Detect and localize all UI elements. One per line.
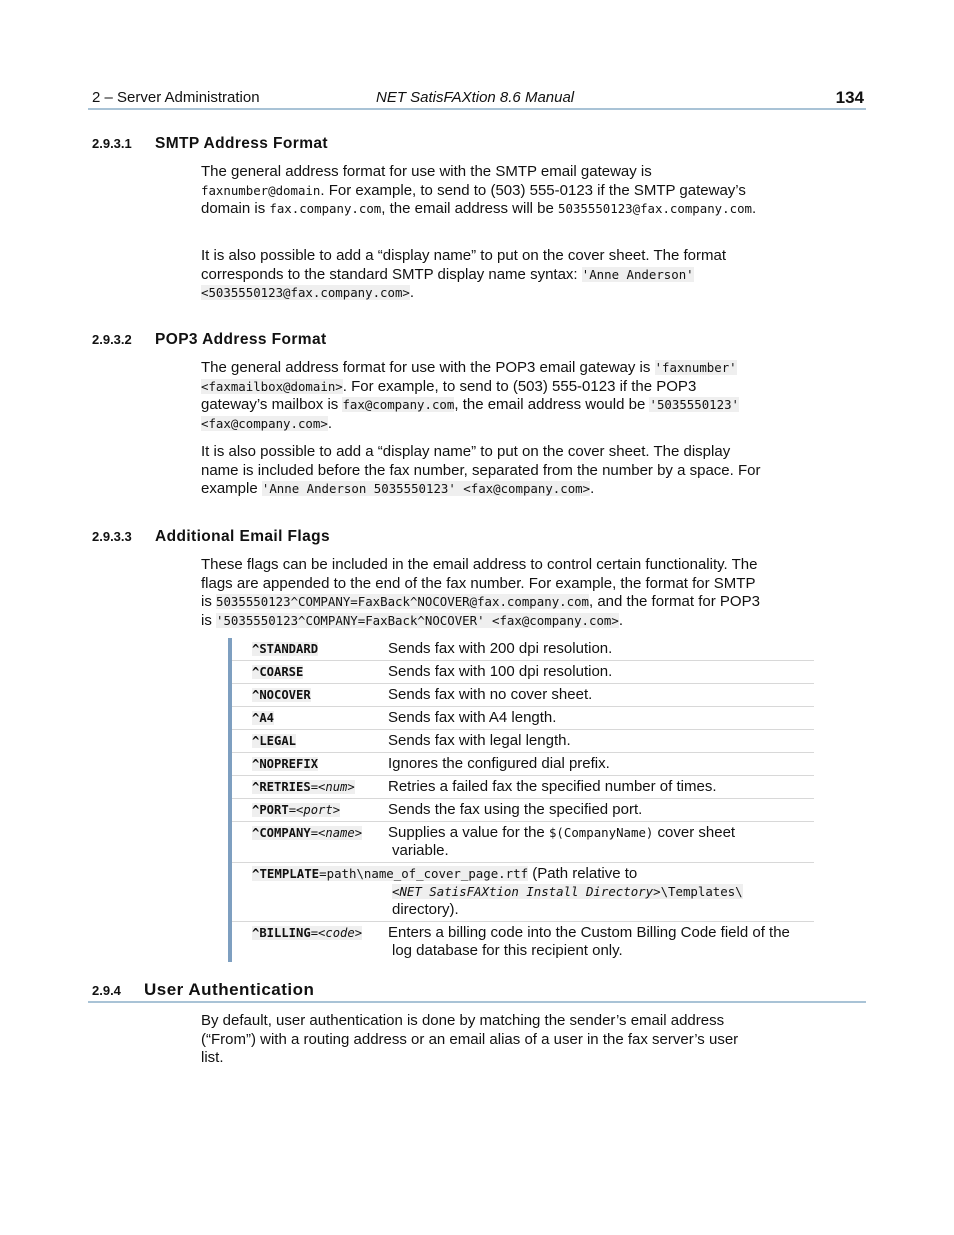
- flag-description: Enters a billing code into the Custom Billing Code field of the log database for this recipient only.: [388, 924, 790, 959]
- section-heading-flags: [92, 528, 330, 546]
- table-row: ^COMPANY=<name> Supplies a value for the $(CompanyName) cover sheet variable.: [232, 822, 814, 863]
- flag-description: Sends fax with A4 length.: [388, 709, 557, 726]
- flag-description: Sends fax with legal length.: [388, 732, 571, 749]
- table-row: ^PORT=<port> Sends the fax using the specified port.: [232, 799, 814, 822]
- section-heading-user-auth: [88, 980, 866, 1003]
- flag-key: ^LEGAL: [252, 734, 297, 748]
- user-auth-paragraph: By default, user authentication is done by matching the sender’s email address (“From”) with a routing address or an email alias of a user in the fax server’s user list.: [201, 1012, 739, 1067]
- section-heading-pop3: [92, 331, 327, 349]
- flag-key: ^TEMPLATE: [252, 866, 320, 881]
- flags-paragraph: These flags can be included in the email address to control certain functionality. The flags are appended to the end of the fax number. For example, the format for SMTP is 5035550123^COMPANY=FaxBack^NOCOVER@fax.company.com, and the format for POP3 is '5035550123^COMPANY=FaxBack^NOCOVER' <fax@company.com>.: [201, 556, 760, 629]
- section-number: 2.9.3.2: [92, 332, 132, 347]
- page-header: [88, 88, 866, 110]
- page-number: 134: [835, 88, 864, 107]
- inline-code: 5035550123@fax.company.com: [558, 201, 752, 217]
- section-title: SMTP Address Format: [155, 135, 328, 152]
- flag-key: ^RETRIES: [252, 780, 311, 794]
- table-row: ^BILLING=<code> Enters a billing code into the Custom Billing Code field of the log database for this recipient only.: [232, 922, 814, 962]
- table-row: [232, 638, 814, 661]
- inline-code: '5035550123' <fax@company.com>: [201, 397, 740, 431]
- flag-description: Sends fax with 100 dpi resolution.: [388, 663, 613, 680]
- flag-key: ^BILLING: [252, 926, 311, 940]
- inline-code: 'Anne Anderson' <5035550123@fax.company.com>: [201, 266, 694, 301]
- table-row: [232, 707, 814, 730]
- flags-table: [228, 638, 814, 962]
- flag-key: ^NOPREFIX: [252, 757, 319, 771]
- flag-description: Sends fax with 200 dpi resolution.: [388, 640, 613, 657]
- flag-key: ^STANDARD: [252, 642, 319, 656]
- flag-arg: <code>: [318, 926, 363, 940]
- table-row: [232, 661, 814, 684]
- inline-code: faxnumber@domain: [201, 182, 321, 198]
- section-number: 2.9.3.1: [92, 136, 132, 151]
- pop3-paragraph-2: It is also possible to add a “display name” to put on the cover sheet. The display name is included before the fax number, separated from the number by a space. For example 'Anne Anderson 5035550123' <fax@company.com>.: [201, 443, 761, 498]
- manual-title: NET SatisFAXtion 8.6 Manual: [376, 89, 575, 106]
- flag-arg: <num>: [318, 780, 355, 794]
- section-number: 2.9.4: [92, 983, 121, 998]
- pop3-paragraph-1: The general address format for use with the POP3 email gateway is 'faxnumber' <faxmailbox@domain>. For example, to send to (503) 555-0123 if the POP3 gateway’s mailbox is fax@company.com, the email address would be '5035550123' <fax@company.com>.: [201, 359, 740, 432]
- chapter-title: 2 – Server Administration: [92, 89, 260, 106]
- smtp-paragraph-1: The general address format for use with the SMTP email gateway is faxnumber@domain. For example, to send to (503) 555-0123 if the SMTP gateway’s domain is fax.company.com, the email address will be 5035550123@fax.company.com.: [201, 163, 757, 218]
- inline-code: 'Anne Anderson 5035550123' <fax@company.com>: [261, 481, 591, 497]
- flag-key: ^PORT: [252, 803, 289, 817]
- inline-code: fax.company.com: [269, 201, 382, 217]
- section-heading-smtp: [92, 135, 328, 153]
- inline-code: $(CompanyName): [548, 825, 654, 840]
- flag-arg: <port>: [296, 803, 341, 817]
- flag-description: Supplies a value for the $(CompanyName) cover sheet variable.: [388, 824, 736, 859]
- flag-description: Ignores the configured dial prefix.: [388, 755, 610, 772]
- table-row: [232, 684, 814, 707]
- inline-code: '5035550123^COMPANY=FaxBack^NOCOVER' <fax@company.com>: [216, 612, 619, 628]
- flag-arg: <name>: [318, 826, 363, 840]
- flag-description: Sends fax with no cover sheet.: [388, 686, 593, 703]
- flag-description: Sends the fax using the specified port.: [388, 801, 643, 818]
- table-row: [232, 730, 814, 753]
- section-title: Additional Email Flags: [155, 528, 331, 545]
- flag-description: ^TEMPLATE=path\name_of_cover_page.rtf (Path relative to <NET SatisFAXtion Install Directory>\Templates\ directory).: [252, 865, 743, 918]
- flag-key: ^A4: [252, 711, 275, 725]
- flag-key: ^NOCOVER: [252, 688, 311, 702]
- inline-code: 5035550123^COMPANY=FaxBack^NOCOVER@fax.company.com: [216, 594, 589, 610]
- section-title: User Authentication: [144, 980, 315, 999]
- table-row: ^RETRIES=<num> Retries a failed fax the specified number of times.: [232, 776, 814, 799]
- smtp-paragraph-2: It is also possible to add a “display name” to put on the cover sheet. The format corresponds to the standard SMTP display name syntax: 'Anne Anderson' <5035550123@fax.company.com>.: [201, 247, 727, 302]
- table-row: [232, 863, 814, 922]
- flag-description: Retries a failed fax the specified number of times.: [388, 778, 717, 795]
- inline-code: 'faxnumber' <faxmailbox@domain>: [201, 360, 737, 394]
- flag-value: path\name_of_cover_page.rtf: [326, 866, 529, 881]
- section-title: POP3 Address Format: [155, 331, 327, 348]
- inline-code: fax@company.com: [342, 397, 455, 413]
- table-row: [232, 753, 814, 776]
- flag-key: ^COMPANY: [252, 826, 311, 840]
- flag-key: ^COARSE: [252, 665, 304, 679]
- section-number: 2.9.3.3: [92, 529, 132, 544]
